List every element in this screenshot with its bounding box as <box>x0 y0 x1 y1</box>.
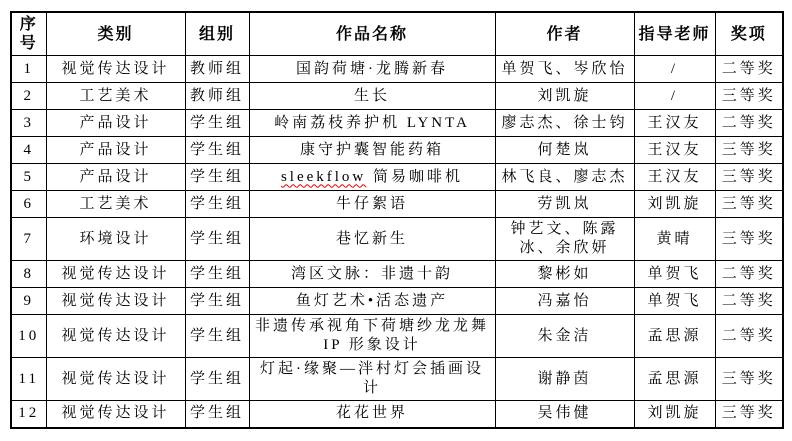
cell-work-title: sleekflow 简易咖啡机 <box>249 164 495 191</box>
cell-serial-number: 10 <box>11 315 46 358</box>
cell-group: 学生组 <box>185 191 249 218</box>
cell-authors: 廖志杰、徐士钧 <box>495 110 634 137</box>
cell-category: 视觉传达设计 <box>46 401 185 428</box>
col-header-award: 奖项 <box>715 12 783 56</box>
cell-category: 视觉传达设计 <box>46 261 185 288</box>
cell-category: 产品设计 <box>46 164 185 191</box>
cell-authors: 吴伟健 <box>495 401 634 428</box>
cell-advisor: / <box>634 83 715 110</box>
cell-work-title: 鱼灯艺术•活态遗产 <box>249 288 495 315</box>
cell-serial-number: 8 <box>11 261 46 288</box>
cell-work-title: 岭南荔枝养护机 LYNTA <box>249 110 495 137</box>
cell-authors: 林飞良、廖志杰 <box>495 164 634 191</box>
cell-advisor: 王汉友 <box>634 137 715 164</box>
header-row <box>11 12 783 56</box>
cell-serial-number: 3 <box>11 110 46 137</box>
table-header <box>11 12 783 56</box>
cell-award: 三等奖 <box>715 137 783 164</box>
col-header-advisor: 指导老师 <box>634 12 715 56</box>
cell-authors: 冯嘉怡 <box>495 288 634 315</box>
cell-category: 工艺美术 <box>46 83 185 110</box>
misspelled-word: sleekflow <box>280 168 367 185</box>
table-row <box>11 110 783 137</box>
cell-advisor: 孟思源 <box>634 358 715 401</box>
cell-group: 教师组 <box>185 56 249 83</box>
cell-advisor: / <box>634 56 715 83</box>
col-header-authors: 作者 <box>495 12 634 56</box>
cell-advisor: 王汉友 <box>634 110 715 137</box>
col-header-category: 类别 <box>46 12 185 56</box>
cell-group: 学生组 <box>185 110 249 137</box>
table-row <box>11 56 783 83</box>
cell-award: 三等奖 <box>715 83 783 110</box>
cell-advisor: 黄晴 <box>634 218 715 261</box>
table-row <box>11 218 783 261</box>
cell-award: 三等奖 <box>715 401 783 428</box>
cell-work-title: 康守护囊智能药箱 <box>249 137 495 164</box>
cell-work-title: 花花世界 <box>249 401 495 428</box>
table-row <box>11 164 783 191</box>
cell-work-title: 牛仔絮语 <box>249 191 495 218</box>
cell-advisor: 刘凯旋 <box>634 401 715 428</box>
cell-group: 学生组 <box>185 261 249 288</box>
cell-category: 环境设计 <box>46 218 185 261</box>
cell-group: 学生组 <box>185 218 249 261</box>
cell-group: 学生组 <box>185 358 249 401</box>
cell-group: 教师组 <box>185 83 249 110</box>
cell-advisor: 单贺飞 <box>634 288 715 315</box>
cell-award: 三等奖 <box>715 358 783 401</box>
cell-serial-number: 4 <box>11 137 46 164</box>
cell-serial-number: 6 <box>11 191 46 218</box>
cell-serial-number: 1 <box>11 56 46 83</box>
cell-category: 视觉传达设计 <box>46 315 185 358</box>
cell-award: 二等奖 <box>715 261 783 288</box>
cell-advisor: 孟思源 <box>634 315 715 358</box>
cell-authors: 钟艺文、陈露冰、余欣妍 <box>495 218 634 261</box>
table-body <box>11 56 783 428</box>
cell-award: 三等奖 <box>715 191 783 218</box>
cell-authors: 朱金洁 <box>495 315 634 358</box>
col-header-group: 组别 <box>185 12 249 56</box>
cell-authors: 何楚岚 <box>495 137 634 164</box>
cell-work-title: 国韵荷塘·龙腾新春 <box>249 56 495 83</box>
table-row <box>11 261 783 288</box>
cell-work-title: 灯起·缘聚—泮村灯会插画设计 <box>249 358 495 401</box>
cell-serial-number: 7 <box>11 218 46 261</box>
cell-award: 二等奖 <box>715 110 783 137</box>
cell-group: 学生组 <box>185 315 249 358</box>
cell-serial-number: 11 <box>11 358 46 401</box>
cell-award: 二等奖 <box>715 56 783 83</box>
cell-category: 产品设计 <box>46 110 185 137</box>
cell-authors: 刘凯旋 <box>495 83 634 110</box>
cell-group: 学生组 <box>185 137 249 164</box>
cell-advisor: 单贺飞 <box>634 261 715 288</box>
cell-award: 二等奖 <box>715 288 783 315</box>
cell-authors: 黎彬如 <box>495 261 634 288</box>
cell-category: 视觉传达设计 <box>46 56 185 83</box>
cell-serial-number: 5 <box>11 164 46 191</box>
table-row <box>11 83 783 110</box>
col-header-work-title: 作品名称 <box>249 12 495 56</box>
cell-category: 工艺美术 <box>46 191 185 218</box>
cell-advisor: 王汉友 <box>634 164 715 191</box>
cell-serial-number: 12 <box>11 401 46 428</box>
cell-serial-number: 2 <box>11 83 46 110</box>
table-row <box>11 358 783 401</box>
cell-category: 视觉传达设计 <box>46 358 185 401</box>
cell-category: 产品设计 <box>46 137 185 164</box>
table-row <box>11 137 783 164</box>
cell-authors: 劳凯岚 <box>495 191 634 218</box>
table-row <box>11 401 783 428</box>
cell-work-title: 湾区文脉：非遗十韵 <box>249 261 495 288</box>
table-row <box>11 315 783 358</box>
cell-authors: 谢静茵 <box>495 358 634 401</box>
cell-work-title: 生长 <box>249 83 495 110</box>
table-row <box>11 288 783 315</box>
cell-work-title: 非遗传承视角下荷塘纱龙龙舞 IP 形象设计 <box>249 315 495 358</box>
awards-table <box>10 11 784 429</box>
col-header-serial: 序号 <box>11 12 46 56</box>
cell-serial-number: 9 <box>11 288 46 315</box>
cell-award: 二等奖 <box>715 315 783 358</box>
cell-category: 视觉传达设计 <box>46 288 185 315</box>
cell-award: 三等奖 <box>715 164 783 191</box>
cell-group: 学生组 <box>185 164 249 191</box>
cell-authors: 单贺飞、岑欣怡 <box>495 56 634 83</box>
cell-advisor: 刘凯旋 <box>634 191 715 218</box>
cell-group: 学生组 <box>185 288 249 315</box>
cell-work-title: 巷忆新生 <box>249 218 495 261</box>
table-row <box>11 191 783 218</box>
cell-group: 学生组 <box>185 401 249 428</box>
cell-award: 三等奖 <box>715 218 783 261</box>
